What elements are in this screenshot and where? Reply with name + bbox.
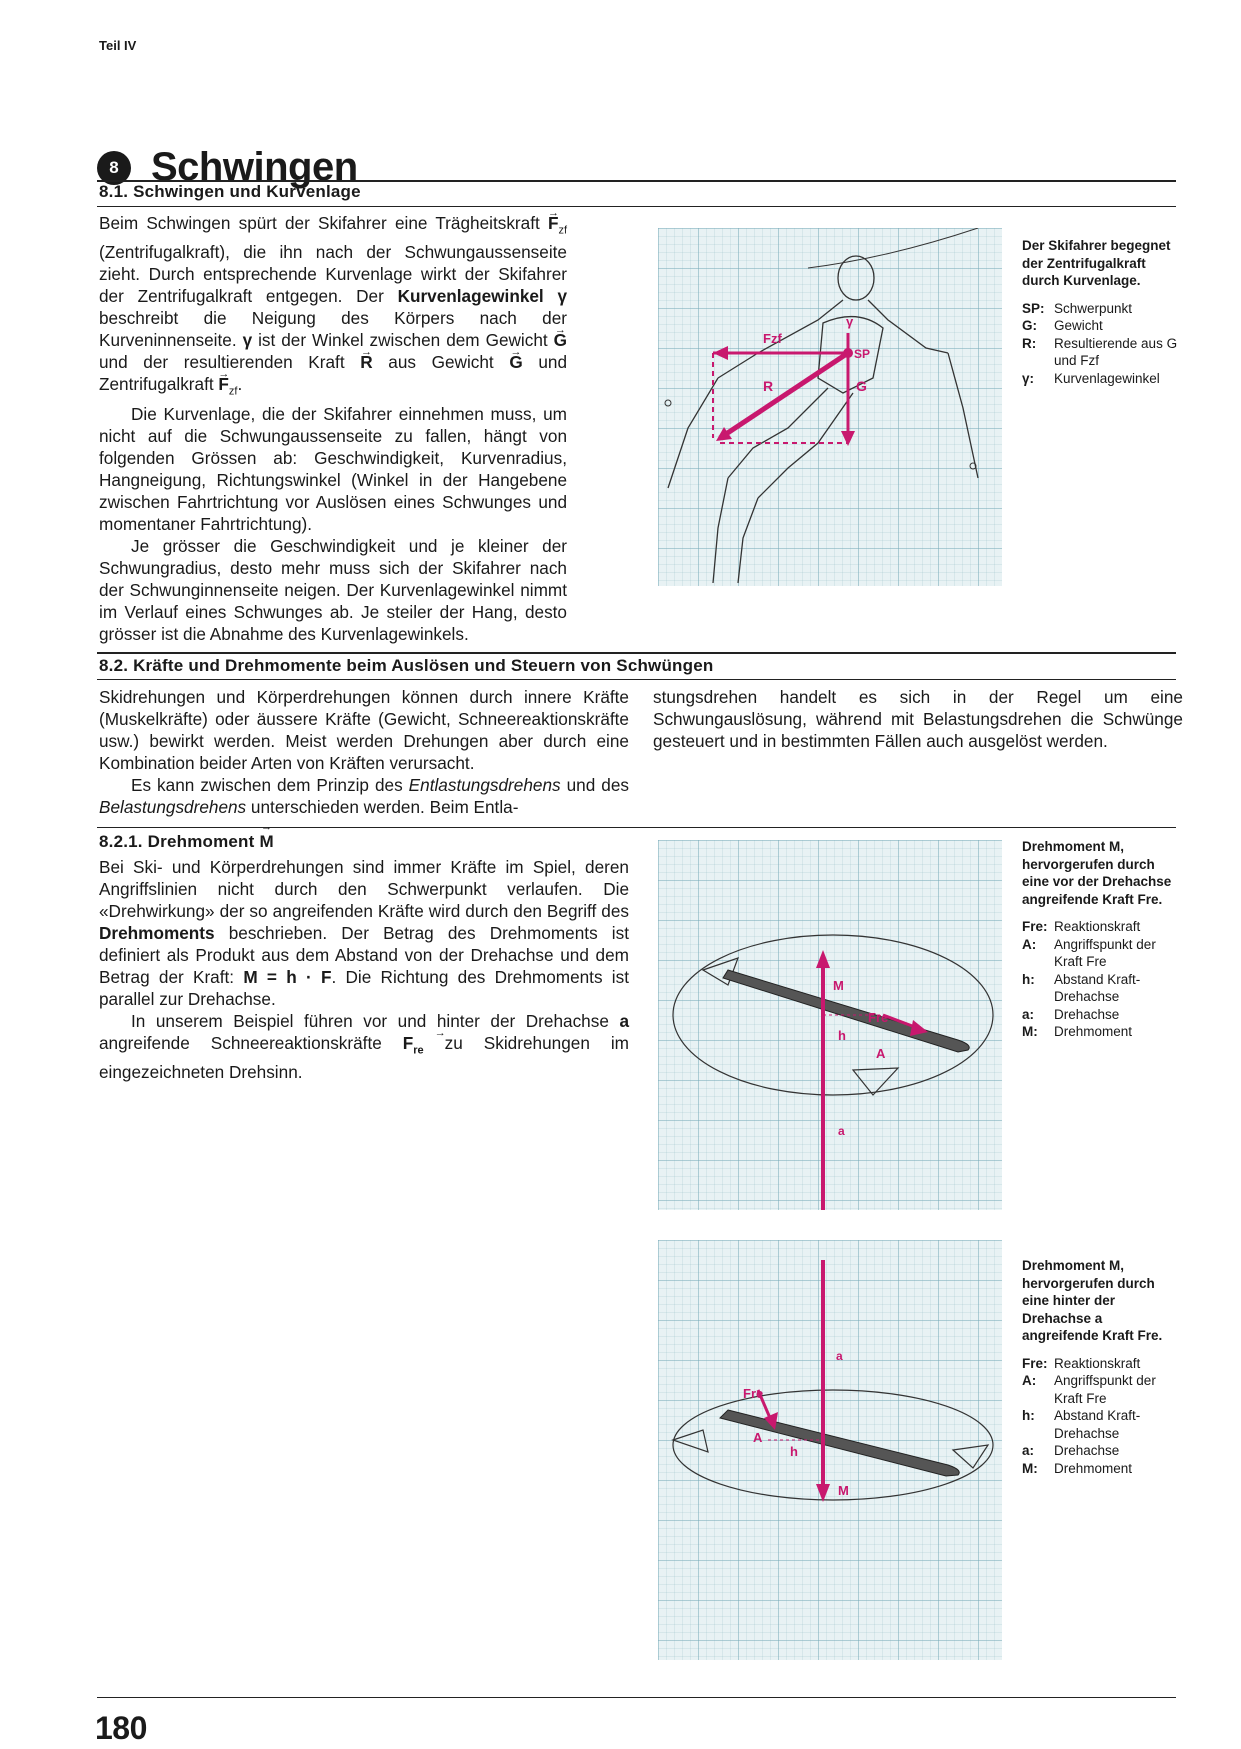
sp-point: [843, 348, 853, 358]
sp-label: SP: [854, 347, 871, 361]
torque-diagram-back: [658, 1240, 1002, 1660]
rotation-arrowhead: [673, 1430, 708, 1452]
caption-title: Drehmoment M, hervorgerufen durch eine hinter der Drehachse a angreifende Kraft Fre.: [1022, 1258, 1163, 1343]
section-8-1-text: [99, 212, 567, 645]
legend-row: h: Abstand Kraft-Drehachse: [1022, 971, 1141, 1004]
r-vector: [720, 353, 848, 438]
legend-row: a: Drehachse: [1022, 1443, 1120, 1458]
pole-basket: [665, 400, 671, 406]
rotation-arrowhead: [853, 1068, 898, 1095]
legend-row: A: Angriffspunkt der Kraft Fre: [1022, 1373, 1156, 1406]
chapter-title: Schwingen: [151, 145, 358, 189]
section-8-2-heading: 8.2. Kräfte und Drehmomente beim Auslösen und Steuern von Schwüngen: [99, 656, 714, 675]
a-axis-label: a: [838, 1124, 845, 1138]
section-rule-bottom: [97, 206, 1176, 207]
section-rule-top: [97, 652, 1176, 654]
running-head: Teil IV: [99, 38, 137, 53]
section-rule-bottom: [97, 679, 1176, 680]
legend-row: M: Drehmoment: [1022, 1024, 1133, 1039]
footer-rule: [97, 1697, 1176, 1698]
h-label: h: [838, 1028, 846, 1043]
paragraph: Bei Ski- und Körperdrehungen sind immer Kräfte im Spiel, deren Angriffslinien nicht durch den Schwerpunkt verlaufen. Die «Drehwirkung» der so angreifenden Kräfte wird durch den Begriff des Drehmoments beschrieben. Der Betrag des Drehmoments ist definiert als Produkt aus dem Abstand von der Drehachse und dem Betrag der Kraft: M = h · F. Die Richtung des Drehmoments ist parallel zur Drehachse.: [99, 857, 629, 1009]
skier-illustration: [658, 228, 1002, 586]
fre-label: Fre: [743, 1386, 764, 1401]
fzf-arrowhead: [713, 346, 728, 360]
torque-figure-front: [658, 840, 1002, 1210]
chapter-number-badge: 8: [97, 151, 131, 185]
skier-figure: [658, 228, 1002, 586]
g-label: G: [856, 378, 867, 394]
figure-2-caption: [1022, 838, 1182, 1041]
paragraph: Die Kurvenlage, die der Skifahrer einnehmen muss, um nicht auf die Schwungaussenseite zu fallen, hängt von folgenden Grössen ab: Geschwindigkeit, Kurvenradius, Hangneigung, Richtungswinkel (Winkel in der Hangebene zwischen Fahrtrichtung vor Auslösen eines Schwunges und momentaner Fahrtrichtung).: [99, 403, 567, 534]
caption-title: Drehmoment M, hervorgerufen durch eine vor der Drehachse angreifende Kraft Fre.: [1022, 839, 1172, 907]
legend-row: γ: Kurvenlagewinkel: [1022, 370, 1160, 386]
section-8-2-right-column: [653, 686, 1183, 752]
section-8-2-left-column: [99, 686, 629, 818]
h-label: h: [790, 1444, 798, 1459]
legend-row: SP: Schwerpunkt: [1022, 300, 1133, 316]
figure-3-legend: [1022, 1355, 1182, 1478]
ski-shape: [723, 970, 969, 1052]
figure-3-caption: [1022, 1257, 1182, 1477]
paragraph: Je grösser die Geschwindigkeit und je kleiner der Schwungradius, desto mehr muss sich der Skifahrer nach der Schwunginnenseite neigen. Der Kurvenlagewinkel nimmt im Verlauf eines Schwunges ab. Je steiler der Hang, desto grösser ist die Abnahme des Kurvenlagewinkels.: [99, 535, 567, 644]
legend-row: G: Gewicht: [1022, 318, 1103, 333]
legend-row: a: Drehachse: [1022, 1006, 1120, 1022]
legend-row: h: Abstand Kraft-Drehachse: [1022, 1408, 1141, 1441]
m-arrowhead: [816, 950, 830, 968]
skier-sketch: [668, 256, 978, 583]
caption-title: Der Skifahrer begegnet der Zentrifugalkraft durch Kurvenlage.: [1022, 238, 1171, 288]
m-label: M: [838, 1483, 849, 1498]
r-label: R: [763, 378, 774, 394]
legend-row: A: Angriffspunkt der Kraft Fre: [1022, 936, 1156, 969]
section-8-2-1-text: [99, 856, 629, 1083]
legend-row: Fre: Reaktionskraft: [1022, 919, 1141, 934]
m-label: M: [833, 978, 844, 993]
torque-figure-back: [658, 1240, 1002, 1660]
paragraph: Beim Schwingen spürt der Skifahrer eine Trägheitskraft → $F_{zf}$ (Zentrifugalkraft), die ihn nach der Schwungaussenseite zieht. Durch entsprechende Kurvenlage wirkt der Skifahrer der Zentrifugalkraft entgegen. Der Kurvenlagewinkel γ beschreibt die Neigung des Körpers nach der Kurveninnenseite. γ ist der Winkel zwischen dem Gewicht → G und der resultierenden Kraft → R aus Gewicht → G und Zentrifugalkraft → $F_{zf}$.: [99, 212, 567, 403]
torque-diagram-front: [658, 840, 1002, 1210]
figure-1-caption: [1022, 237, 1182, 387]
fre-label: Fre: [868, 1010, 889, 1025]
gamma-label: γ: [846, 314, 854, 329]
legend-row: M: Drehmoment: [1022, 1460, 1133, 1476]
rotation-ellipse: [673, 935, 993, 1095]
figure-2-legend: [1022, 918, 1182, 1041]
paragraph: Es kann zwischen dem Prinzip des Entlastungsdrehens und des Belastungsdrehens unterschieden werden. Beim Entla-: [99, 775, 629, 817]
section-8-2-1-heading: 8.2.1. Drehmoment → M: [99, 832, 274, 852]
a-point-label: A: [753, 1430, 763, 1445]
a-axis-label: a: [836, 1349, 843, 1363]
fzf-label: Fzf: [763, 331, 782, 346]
figure-1-legend: [1022, 300, 1182, 388]
trajectory-line: [808, 228, 978, 268]
paragraph: In unserem Beispiel führen vor und hinter der Drehachse a angreifende Schneereaktionskräfte → $F_{re}$ zu Skidrehungen im eingezeichneten Drehsinn.: [99, 1010, 629, 1083]
a-point-label: A: [876, 1046, 886, 1061]
page-number: 180: [95, 1710, 147, 1746]
paragraph: stungsdrehen handelt es sich in der Regel um eine Schwungauslösung, während mit Belastungsdrehen die Schwünge gesteuert und in bestimmten Fällen auch ausgelöst werden.: [653, 687, 1183, 751]
legend-row: R: Resultierende aus G und Fzf: [1022, 335, 1178, 368]
legend-row: Fre: Reaktionskraft: [1022, 1355, 1141, 1371]
paragraph: Skidrehungen und Körperdrehungen können durch innere Kräfte (Muskelkräfte) oder äussere Kräfte (Gewicht, Schneereaktionskräfte usw.) bewirkt werden. Meist werden Drehungen aber durch eine Kombination beider Arten von Kräften verursacht.: [99, 687, 629, 773]
section-8-1-heading: 8.1. Schwingen und Kurvenlage: [99, 182, 361, 201]
